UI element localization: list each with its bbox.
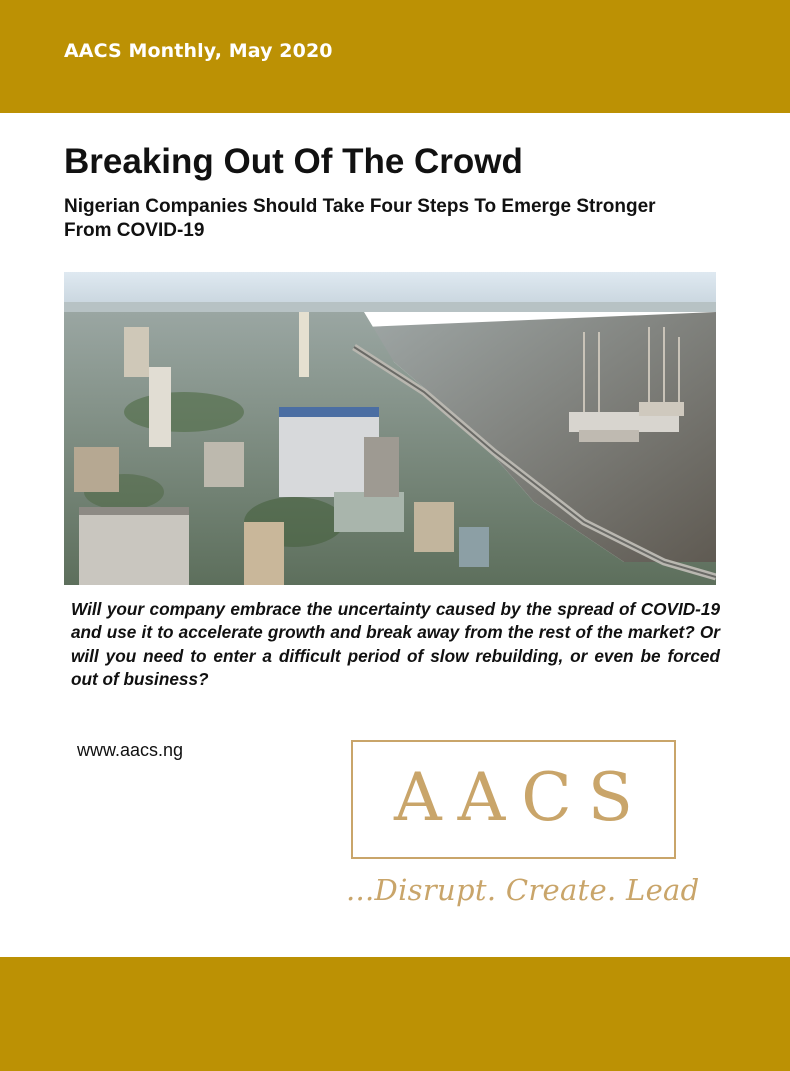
article-title: Breaking Out Of The Crowd bbox=[64, 142, 523, 181]
logo-wordmark: AACS bbox=[393, 759, 650, 836]
intro-paragraph: Will your company embrace the uncertainty caused by the spread of COVID-19 and use it to accelerate growth and break away from the rest of the market? Or will you need to enter a difficult period of slow rebuilding, or even be forced out of business? bbox=[71, 599, 720, 689]
aacs-logo bbox=[351, 740, 676, 859]
logo-tagline: ...Disrupt. Create. Lead bbox=[346, 873, 700, 907]
article-subtitle: Nigerian Companies Should Take Four Steps To Emerge Stronger From COVID-19 bbox=[64, 196, 656, 241]
cover-photo-lagos-skyline bbox=[64, 272, 716, 585]
publication-label: AACS Monthly, May 2020 bbox=[64, 40, 333, 62]
footer-band bbox=[0, 957, 790, 1071]
header-band bbox=[0, 0, 790, 113]
website-link[interactable]: www.aacs.ng bbox=[77, 740, 184, 760]
